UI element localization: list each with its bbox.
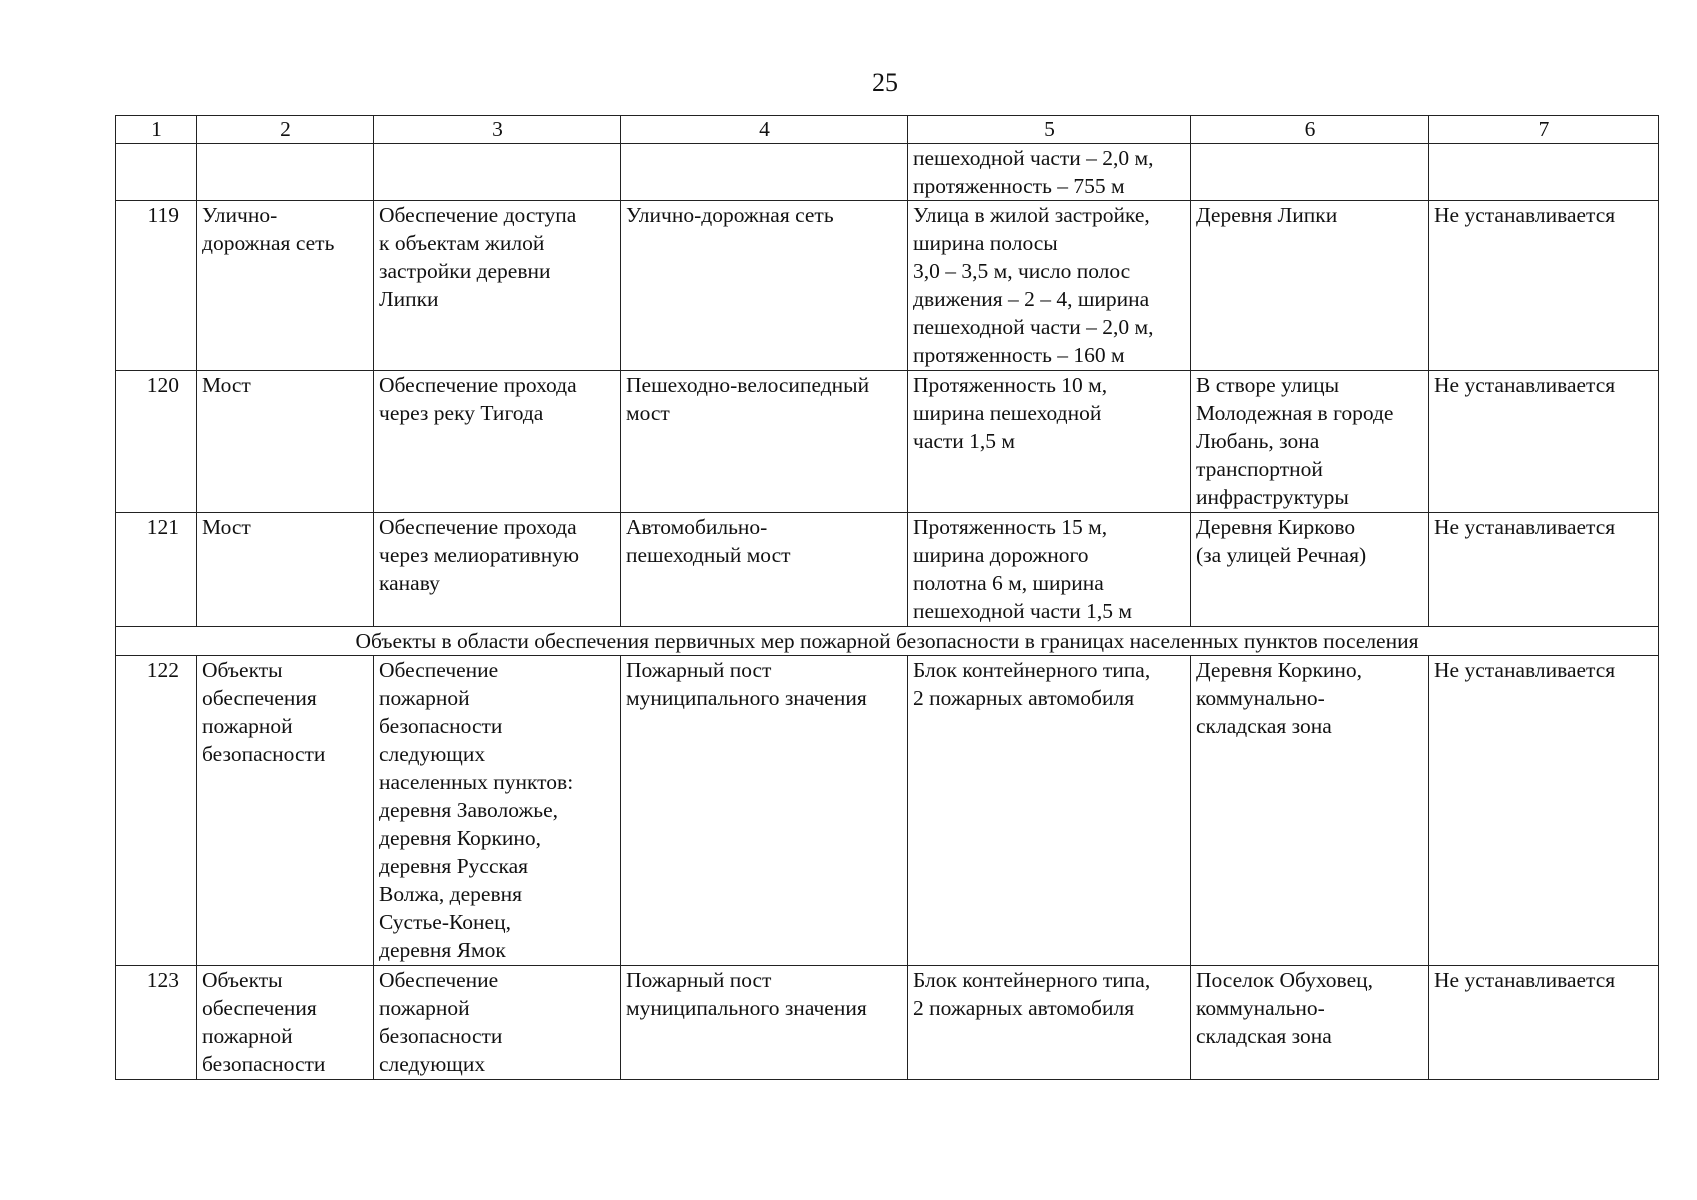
object-location: Поселок Обуховец, коммунально- складская зона — [1191, 966, 1429, 1080]
table-cell: пешеходной части – 2,0 м, протяженность – 755 м — [908, 144, 1191, 201]
row-number: 120 — [116, 371, 197, 513]
header-row — [116, 116, 1659, 144]
table-row — [116, 656, 1659, 966]
object-purpose: Обеспечение прохода через реку Тигода — [374, 371, 621, 513]
object-name: Мост — [197, 513, 374, 627]
object-location: Деревня Липки — [1191, 201, 1429, 371]
object-location: Деревня Коркино, коммунально- складская зона — [1191, 656, 1429, 966]
object-purpose: Обеспечение прохода через мелиоративную канаву — [374, 513, 621, 627]
object-characteristics: Протяженность 10 м, ширина пешеходной части 1,5 м — [908, 371, 1191, 513]
table-row — [116, 966, 1659, 1080]
object-purpose: Обеспечение пожарной безопасности следующих — [374, 966, 621, 1080]
header-cell: 6 — [1191, 116, 1429, 144]
header-cell: 1 — [116, 116, 197, 144]
continuation-row — [116, 144, 1659, 201]
section-title: Объекты в области обеспечения первичных мер пожарной безопасности в границах населенных пунктов поселения — [116, 627, 1659, 656]
row-number: 121 — [116, 513, 197, 627]
table-cell — [1191, 144, 1429, 201]
table-row — [116, 201, 1659, 371]
object-characteristics: Улица в жилой застройке, ширина полосы 3,0 – 3,5 м, число полос движения – 2 – 4, ширина пешеходной части – 2,0 м, протяженность – 160 м — [908, 201, 1191, 371]
object-name: Объекты обеспечения пожарной безопасности — [197, 966, 374, 1080]
object-type: Автомобильно- пешеходный мост — [621, 513, 908, 627]
object-name: Объекты обеспечения пожарной безопасности — [197, 656, 374, 966]
objects-table — [115, 115, 1659, 1080]
table-cell — [374, 144, 621, 201]
object-characteristics: Блок контейнерного типа, 2 пожарных автомобиля — [908, 966, 1191, 1080]
object-characteristics: Протяженность 15 м, ширина дорожного полотна 6 м, ширина пешеходной части 1,5 м — [908, 513, 1191, 627]
table-cell — [197, 144, 374, 201]
table-cell — [1429, 144, 1659, 201]
object-zone: Не устанавливается — [1429, 656, 1659, 966]
object-zone: Не устанавливается — [1429, 966, 1659, 1080]
object-purpose: Обеспечение пожарной безопасности следующих населенных пунктов: деревня Заволожье, деревня Коркино, деревня Русская Волжа, деревня Сустье-Конец, деревня Ямок — [374, 656, 621, 966]
header-cell: 5 — [908, 116, 1191, 144]
page-number: 25 — [872, 68, 898, 97]
object-type: Пожарный пост муниципального значения — [621, 656, 908, 966]
table-cell — [116, 144, 197, 201]
section-row — [116, 627, 1659, 656]
object-characteristics: Блок контейнерного типа, 2 пожарных автомобиля — [908, 656, 1191, 966]
object-purpose: Обеспечение доступа к объектам жилой застройки деревни Липки — [374, 201, 621, 371]
object-name: Улично- дорожная сеть — [197, 201, 374, 371]
object-zone: Не устанавливается — [1429, 201, 1659, 371]
row-number: 123 — [116, 966, 197, 1080]
table-row — [116, 513, 1659, 627]
table-row — [116, 371, 1659, 513]
header-cell: 2 — [197, 116, 374, 144]
object-type: Улично-дорожная сеть — [621, 201, 908, 371]
header-cell: 3 — [374, 116, 621, 144]
object-zone: Не устанавливается — [1429, 371, 1659, 513]
object-location: В створе улицы Молодежная в городе Любань, зона транспортной инфраструктуры — [1191, 371, 1429, 513]
row-number: 119 — [116, 201, 197, 371]
object-type: Пешеходно-велосипедный мост — [621, 371, 908, 513]
object-location: Деревня Кирково (за улицей Речная) — [1191, 513, 1429, 627]
object-name: Мост — [197, 371, 374, 513]
row-number: 122 — [116, 656, 197, 966]
object-type: Пожарный пост муниципального значения — [621, 966, 908, 1080]
header-cell: 7 — [1429, 116, 1659, 144]
object-zone: Не устанавливается — [1429, 513, 1659, 627]
table-cell — [621, 144, 908, 201]
header-cell: 4 — [621, 116, 908, 144]
